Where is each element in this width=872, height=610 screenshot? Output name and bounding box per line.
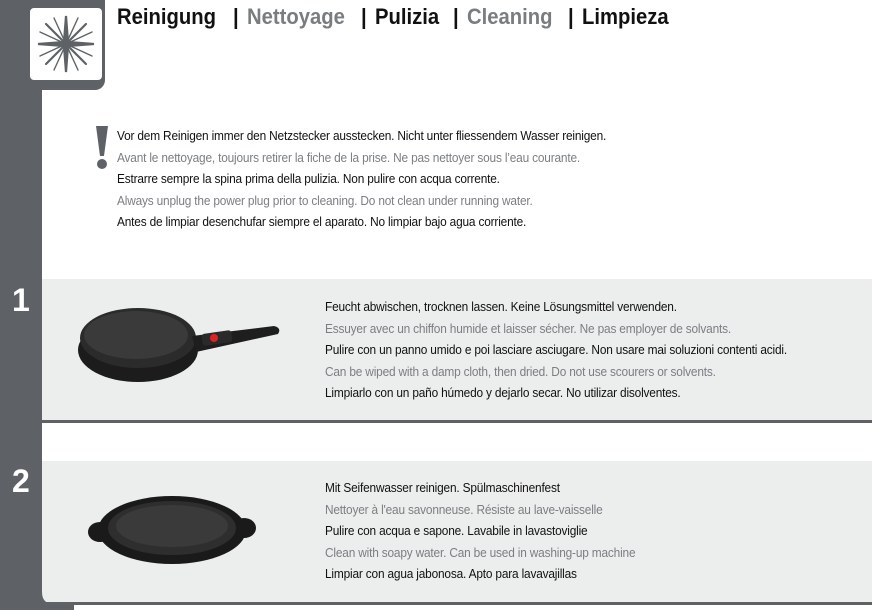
warning-line-de: Vor dem Reinigen immer den Netzstecker ausstecken. Nicht unter fliessendem Wasser reinigen. (117, 128, 607, 143)
step-1-line-es: Limpiarlo con un paño húmedo y dejarlo secar. No utilizar disolventes. (325, 385, 681, 400)
title-separator: | (452, 4, 459, 29)
step-1-line-en: Can be wiped with a damp cloth, then dried. Do not use scourers or solvents. (325, 363, 716, 379)
logo (28, 6, 104, 82)
warning-line-en: Always unplug the power plug prior to cleaning. Do not clean under running water. (117, 192, 533, 208)
step-2-text (325, 477, 635, 585)
warning-line-es: Antes de limpiar desenchufar siempre el aparato. No limpiar bajo agua corriente. (117, 214, 527, 229)
step-2-divider (42, 602, 872, 605)
step-2-line-fr: Nettoyer à l'eau savonneuse. Résiste au lave-vaisselle (325, 501, 603, 517)
step-1-line-it: Pulire con un panno umido e poi lasciare asciugare. Non usare mai soluzioni contenti acidi. (325, 342, 787, 357)
title-separator: | (232, 4, 239, 29)
page-title (117, 4, 676, 30)
crepe-plate-icon (86, 490, 258, 570)
title-en: Cleaning (467, 4, 553, 29)
exclamation-icon (92, 124, 112, 172)
title-fr: Nettoyage (246, 4, 345, 29)
step-2-line-it: Pulire con acqua e sapone. Lavabile in lavastoviglie (325, 523, 588, 538)
star-logo-icon (34, 12, 98, 76)
step-2-line-de: Mit Seifenwasser reinigen. Spülmaschinenfest (325, 480, 560, 495)
step-2-line-en: Clean with soapy water. Can be used in washing-up machine (325, 544, 636, 560)
title-it: Pulizia (375, 4, 440, 29)
frame-corner (14, 578, 74, 610)
step-1-line-de: Feucht abwischen, trocknen lassen. Keine Lösungsmittel verwenden. (325, 299, 677, 314)
step-2-number: 2 (12, 463, 30, 499)
step-1-divider (42, 420, 872, 423)
title-separator: | (361, 4, 367, 29)
crepe-maker-icon (74, 298, 284, 388)
title-de: Reinigung (117, 4, 216, 29)
step-1-number: 1 (12, 282, 30, 318)
step-1-text (325, 296, 787, 404)
title-separator: | (567, 4, 574, 29)
title-es: Limpieza (582, 4, 669, 29)
warning-line-it: Estrarre sempre la spina prima della pulizia. Non pulire con acqua corrente. (117, 171, 500, 186)
warning-line-fr: Avant le nettoyage, toujours retirer la fiche de la prise. Ne pas nettoyer sous l’eau courante. (117, 149, 580, 165)
step-2-line-es: Limpiar con agua jabonosa. Apto para lavavajillas (325, 566, 577, 581)
warning-text (117, 125, 606, 233)
step-1-line-fr: Essuyer avec un chiffon humide et laisser sécher. Ne pas employer de solvants. (325, 320, 731, 336)
